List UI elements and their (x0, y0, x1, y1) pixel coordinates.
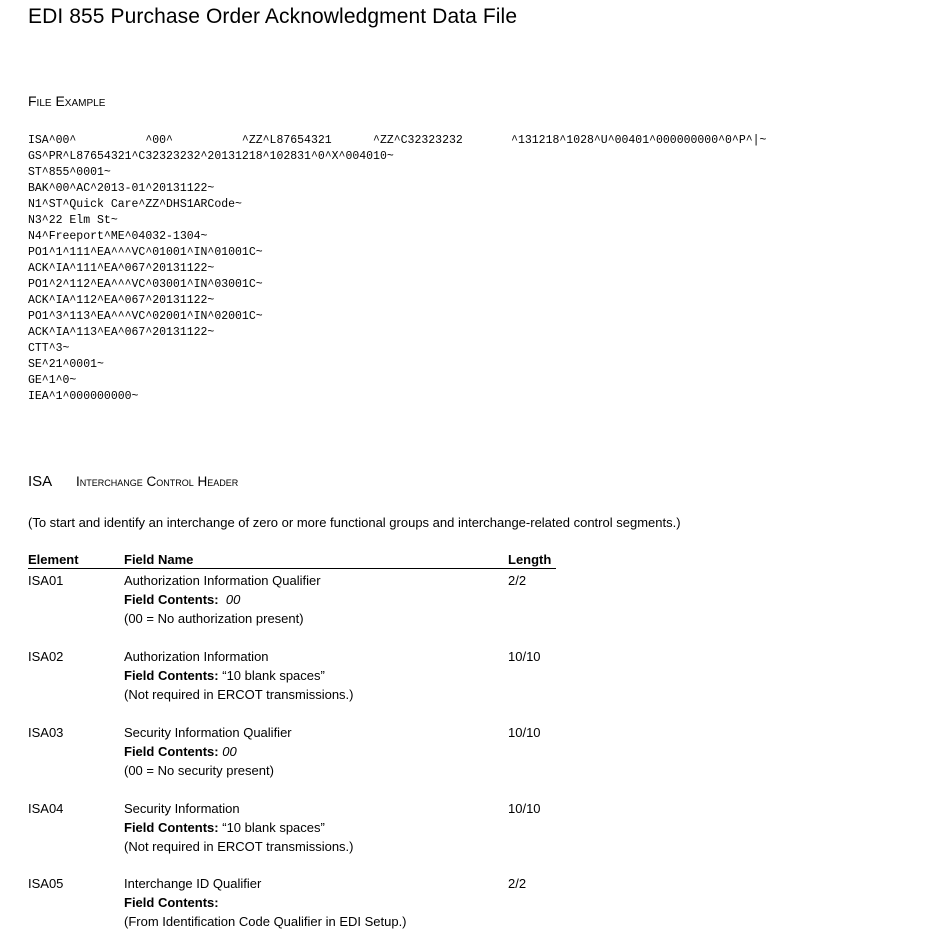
edi-line: ACK^IA^113^EA^067^20131122~ (28, 326, 215, 339)
field-contents-label: Field Contents: (124, 668, 219, 683)
field-contents-label: Field Contents: (124, 592, 219, 607)
edi-line: ST^855^0001~ (28, 166, 111, 179)
element-details (124, 647, 354, 704)
element-code: ISA01 (28, 573, 64, 588)
field-name: Security Information (124, 801, 240, 816)
edi-line: BAK^00^AC^2013-01^20131122~ (28, 182, 215, 195)
column-header-field-name: Field Name (124, 552, 194, 567)
edi-line: ISA^00^ ^00^ ^ZZ^L87654321 ^ZZ^C32323232 ^131218^1028^U^00401^000000000^0^P^|~ (28, 134, 767, 147)
field-contents (124, 893, 407, 912)
element-details (124, 874, 407, 931)
segment-title: Interchange Control Header (76, 474, 239, 489)
field-note: (00 = No authorization present) (124, 611, 304, 626)
field-name: Security Information Qualifier (124, 725, 292, 740)
edi-line: GE^1^0~ (28, 374, 77, 387)
field-contents-value: “10 blank spaces” (222, 820, 325, 835)
field-note: (Not required in ERCOT transmissions.) (124, 687, 354, 702)
segment-code: ISA (28, 473, 53, 490)
field-note: (00 = No security present) (124, 763, 274, 778)
field-note: (Not required in ERCOT transmissions.) (124, 839, 354, 854)
element-details (124, 571, 321, 628)
field-name: Interchange ID Qualifier (124, 876, 262, 891)
field-contents (124, 742, 292, 761)
segment-description: (To start and identify an interchange of zero or more functional groups and interchange-related control segments.) (28, 515, 681, 530)
edi-line: PO1^2^112^EA^^^VC^03001^IN^03001C~ (28, 278, 263, 291)
column-header-element: Element (28, 552, 79, 567)
element-row-isa02 (28, 647, 588, 707)
element-length: 10/10 (508, 725, 541, 740)
edi-line: SE^21^0001~ (28, 358, 104, 371)
field-contents-value: “10 blank spaces” (222, 668, 325, 683)
element-row-isa04 (28, 799, 588, 859)
element-row-isa01 (28, 571, 588, 631)
edi-file-example (28, 133, 766, 405)
edi-line: N4^Freeport^ME^04032-1304~ (28, 230, 208, 243)
field-contents (124, 818, 354, 837)
element-code: ISA05 (28, 876, 64, 891)
element-length: 2/2 (508, 573, 527, 588)
field-contents-label: Field Contents: (124, 895, 219, 910)
edi-line: ACK^IA^111^EA^067^20131122~ (28, 262, 215, 275)
element-code: ISA02 (28, 649, 64, 664)
element-details (124, 799, 354, 856)
file-example-heading: File Example (28, 93, 106, 109)
field-contents-label: Field Contents: (124, 820, 219, 835)
edi-line: N1^ST^Quick Care^ZZ^DHS1ARCode~ (28, 198, 242, 211)
element-length: 2/2 (508, 876, 527, 891)
column-header-length: Length (508, 552, 552, 567)
field-name: Authorization Information (124, 649, 269, 664)
edi-line: PO1^3^113^EA^^^VC^02001^IN^02001C~ (28, 310, 263, 323)
element-row-isa03 (28, 723, 588, 783)
element-row-isa05 (28, 874, 588, 934)
field-contents-value: 00 (225, 592, 241, 607)
field-name: Authorization Information Qualifier (124, 573, 321, 588)
field-contents (124, 666, 354, 685)
element-details (124, 723, 292, 780)
field-contents-value: 00 (222, 744, 237, 759)
element-table-header (28, 552, 556, 569)
element-code: ISA03 (28, 725, 64, 740)
element-code: ISA04 (28, 801, 64, 816)
field-contents-label: Field Contents: (124, 744, 219, 759)
edi-line: PO1^1^111^EA^^^VC^01001^IN^01001C~ (28, 246, 263, 259)
field-contents (124, 590, 321, 609)
element-length: 10/10 (508, 649, 541, 664)
edi-line: GS^PR^L87654321^C32323232^20131218^102831^0^X^004010~ (28, 150, 394, 163)
edi-line: N3^22 Elm St~ (28, 214, 118, 227)
element-length: 10/10 (508, 801, 541, 816)
document-title: EDI 855 Purchase Order Acknowledgment Data File (28, 5, 518, 28)
edi-line: ACK^IA^112^EA^067^20131122~ (28, 294, 215, 307)
field-note: (From Identification Code Qualifier in EDI Setup.) (124, 914, 407, 929)
edi-line: CTT^3~ (28, 342, 70, 355)
edi-line: IEA^1^000000000~ (28, 390, 139, 403)
